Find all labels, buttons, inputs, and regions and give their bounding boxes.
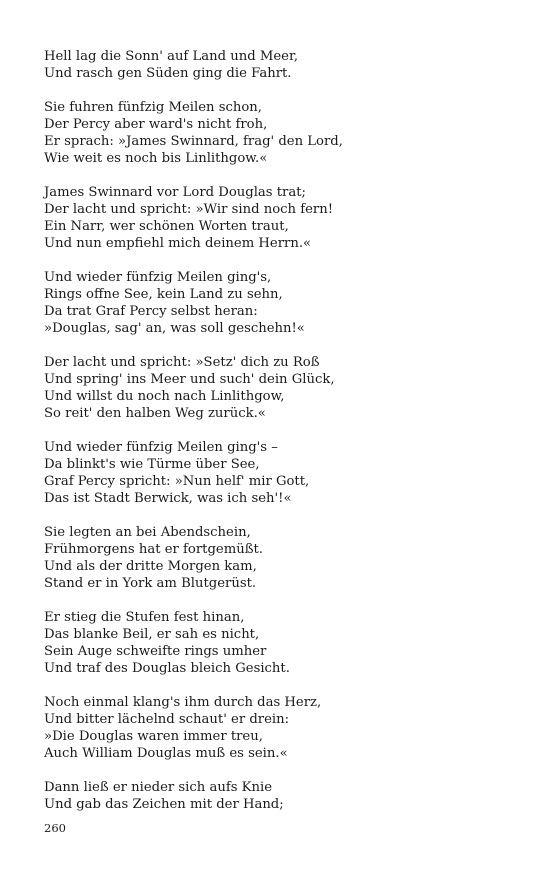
verse-line: Er stieg die Stufen fest hinan, (44, 609, 245, 625)
poem-text (44, 48, 514, 829)
verse-line: Dann ließ er nieder sich aufs Knie (44, 779, 273, 795)
verse-line: Das blanke Beil, er sah es nicht, (44, 626, 260, 642)
verse-line: Wie weit es noch bis Linlithgow.« (44, 151, 268, 167)
verse-line: Sie legten an bei Abendschein, (44, 524, 251, 540)
stanza (44, 354, 514, 423)
stanza (44, 184, 514, 253)
verse-line: Und als der dritte Morgen kam, (44, 559, 257, 574)
verse-line: Und bitter lächelnd schaut' er drein: (44, 711, 290, 727)
verse-line: Da blinkt's wie Türme über See, (44, 456, 260, 472)
stanza (44, 269, 514, 338)
verse-line: Stand er in York am Blutgerüst. (44, 576, 257, 592)
verse-line: Der lacht und spricht: »Setz' dich zu Roß (44, 354, 320, 370)
verse-line: Und spring' ins Meer und such' dein Glück, (44, 371, 335, 387)
stanza (44, 609, 514, 678)
verse-line: Und rasch gen Süden ging die Fahrt. (44, 66, 292, 82)
verse-line: Auch William Douglas muß es sein.« (44, 746, 288, 762)
verse-line: Rings offne See, kein Land zu sehn, (44, 286, 283, 302)
stanza (44, 48, 514, 82)
verse-line: Noch einmal klang's ihm durch das Herz, (44, 694, 322, 710)
verse-line: So reit' den halben Weg zurück.« (44, 406, 266, 422)
verse-line: Und willst du noch nach Linlithgow, (44, 389, 285, 404)
verse-line: Graf Percy spricht: »Nun helf' mir Gott, (44, 474, 310, 489)
verse-line: Und wieder fünfzig Meilen ging's, (44, 269, 272, 285)
verse-line: Sein Auge schweifte rings umher (44, 644, 267, 659)
verse-line: Und traf des Douglas bleich Gesicht. (44, 661, 290, 677)
stanza (44, 524, 514, 593)
verse-line: Hell lag die Sonn' auf Land und Meer, (44, 49, 299, 64)
verse-line: »Die Douglas waren immer treu, (44, 729, 263, 744)
page-number: 260 (44, 821, 66, 835)
verse-line: Der lacht und spricht: »Wir sind noch fern! (44, 201, 333, 217)
stanza (44, 439, 514, 508)
verse-line: Sie fuhren fünfzig Meilen schon, (44, 99, 262, 115)
verse-line: Frühmorgens hat er fortgemüßt. (44, 541, 264, 557)
verse-line: Ein Narr, wer schönen Worten traut, (44, 219, 289, 234)
verse-line: Der Percy aber ward's nicht froh, (44, 116, 268, 132)
verse-line: »Douglas, sag' an, was soll geschehn!« (44, 321, 305, 337)
stanza (44, 779, 514, 813)
verse-line: Das ist Stadt Berwick, was ich seh'!« (44, 491, 292, 507)
stanza (44, 694, 514, 763)
verse-line: James Swinnard vor Lord Douglas trat; (44, 184, 306, 200)
stanza (44, 99, 514, 168)
verse-line: Da trat Graf Percy selbst heran: (44, 304, 258, 319)
verse-line: Und gab das Zeichen mit der Hand; (44, 796, 284, 812)
verse-line: Und wieder fünfzig Meilen ging's – (44, 439, 278, 455)
verse-line: Und nun empfiehl mich deinem Herrn.« (44, 236, 312, 252)
verse-line: Er sprach: »James Swinnard, frag' den Lord, (44, 134, 343, 149)
